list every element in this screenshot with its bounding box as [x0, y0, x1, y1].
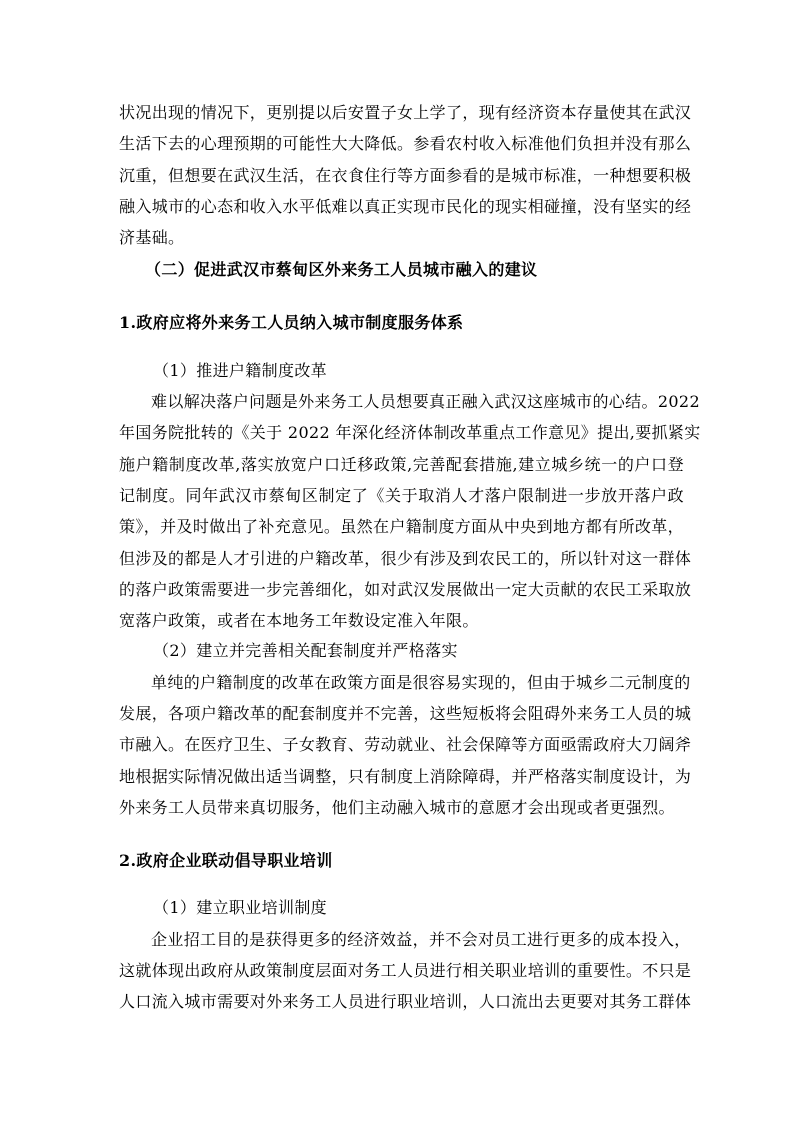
item-1-2-line-4: 地根据实际情况做出适当调整，只有制度上消除障碍，并严格落实制度设计，为 [119, 767, 692, 786]
para1-line-1: 状况出现的情况下，更别提以后安置子女上学了，现有经济资本存量使其在武汉 [119, 103, 692, 122]
item-1-2-line-2: 发展，各项户籍改革的配套制度并不完善，这些短板将会阻碍外来务工人员的城 [119, 704, 692, 723]
item-1-2-title: （2）建立并完善相关配套制度并严格落实 [153, 641, 458, 660]
para1-line-5: 济基础。 [119, 228, 185, 247]
subheading-1: 1.政府应将外来务工人员纳入城市制度服务体系 [119, 313, 464, 332]
item-2-1-line-2: 这就体现出政府从政策制度层面对务工人员进行相关职业培训的重要性。不只是 [119, 961, 692, 980]
item-1-1-line-5: 策》，并及时做出了补充意见。虽然在户籍制度方面从中央到地方都有所改革， [119, 517, 684, 536]
item-1-2-line-5: 外来务工人员带来真切服务，他们主动融入城市的意愿才会出现或者更强烈。 [119, 798, 675, 817]
section-heading: （二）促进武汉市蔡甸区外来务工人员城市融入的建议 [145, 260, 538, 279]
item-2-1-line-3: 人口流入城市需要对外来务工人员进行职业培训，人口流出去更要对其务工群体 [119, 992, 692, 1011]
item-2-1-title: （1）建立职业培训制度 [153, 898, 328, 917]
item-1-1-line-8: 宽落户政策，或者在本地务工年数设定准入年限。 [119, 611, 479, 630]
item-1-1-line-4: 记制度。同年武汉市蔡甸区制定了《关于取消人才落户限制进一步放开落户政 [119, 486, 684, 505]
para1-line-3: 沉重，但想要在武汉生活，在衣食住行等方面参看的是城市标准，一种想要积极 [119, 166, 692, 185]
item-1-1-line-1: 难以解决落户问题是外来务工人员想要真正融入武汉这座城市的心结。2022 [151, 392, 700, 411]
para1-line-2: 生活下去的心理预期的可能性大大降低。参看农村收入标准他们负担并没有那么 [119, 134, 692, 153]
item-2-1-line-1: 企业招工目的是获得更多的经济效益，并不会对员工进行更多的成本投入， [151, 930, 691, 949]
subheading-2: 2.政府企业联动倡导职业培训 [119, 851, 333, 870]
item-1-1-title: （1）推进户籍制度改革 [153, 361, 328, 380]
item-1-1-line-2: 年国务院批转的《关于 2022 年深化经济体制改革重点工作意见》提出,要抓紧实 [119, 423, 701, 442]
item-1-2-line-3: 市融入。在医疗卫生、子女教育、劳动就业、社会保障等方面亟需政府大刀阔斧 [119, 735, 692, 754]
item-1-2-line-1: 单纯的户籍制度的改革在政策方面是很容易实现的，但由于城乡二元制度的 [151, 673, 691, 692]
para1-line-4: 融入城市的心态和收入水平低难以真正实现市民化的现实相碰撞，没有坚实的经 [119, 197, 692, 216]
item-1-1-line-7: 的落户政策需要进一步完善细化，如对武汉发展做出一定大贡献的农民工采取放 [119, 580, 692, 599]
item-1-1-line-3: 施户籍制度改革,落实放宽户口迁移政策,完善配套措施,建立城乡统一的户口登 [119, 455, 684, 474]
item-1-1-line-6: 但涉及的都是人才引进的户籍改革，很少有涉及到农民工的，所以针对这一群体 [119, 549, 692, 568]
